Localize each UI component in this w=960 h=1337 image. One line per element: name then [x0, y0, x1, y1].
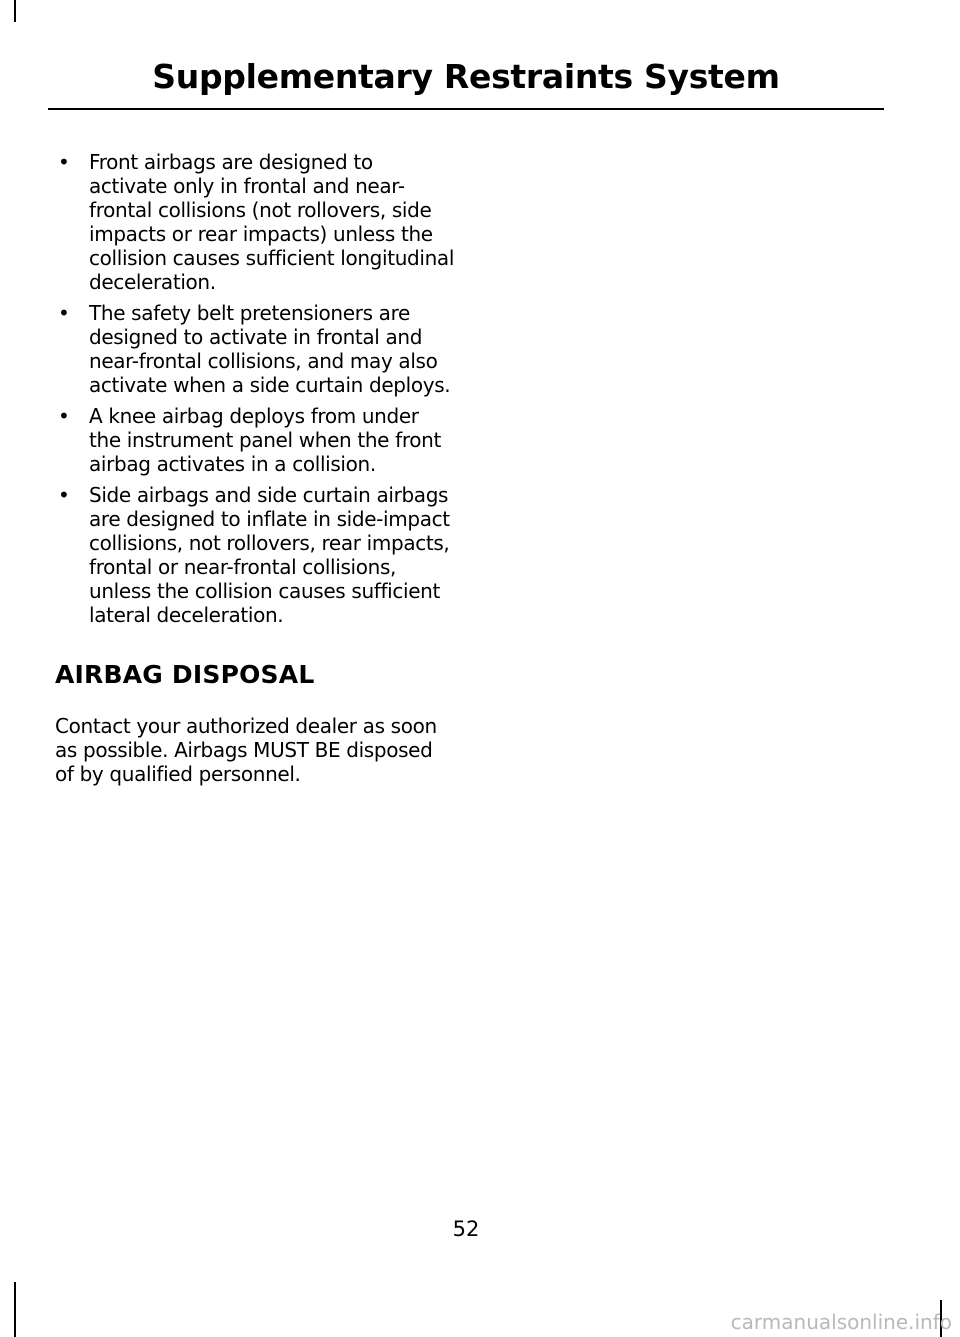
page-number: 52	[452, 1217, 480, 1241]
list-item-text: The safety belt pretensioners are designed to activate in frontal and near-frontal collisions, and may also activate when a side curtain deploys.	[89, 301, 451, 397]
list-item-text: A knee airbag deploys from under the instrument panel when the front airbag activates in a collision.	[89, 404, 441, 476]
list-item	[55, 301, 455, 397]
crop-mark-top-left	[14, 0, 16, 22]
list-item	[55, 483, 455, 627]
section-heading: AIRBAG DISPOSAL	[55, 660, 315, 689]
bullet-icon: •	[58, 301, 70, 325]
header-divider	[48, 108, 884, 110]
watermark: carmanualsonline.info	[730, 1310, 952, 1334]
main-content	[55, 150, 455, 786]
bullet-icon: •	[58, 483, 70, 507]
bullet-icon: •	[58, 150, 70, 174]
crop-mark-bottom-left	[14, 1282, 16, 1337]
bullet-list	[55, 150, 455, 627]
page-title-text: Supplementary Restraints System	[152, 57, 780, 96]
list-item	[55, 404, 455, 476]
list-item	[55, 150, 455, 294]
body-paragraph: Contact your authorized dealer as soon as possible. Airbags MUST BE disposed of by qualified personnel.	[55, 714, 437, 786]
page-title	[0, 56, 932, 98]
bullet-icon: •	[58, 404, 70, 428]
list-item-text: Side airbags and side curtain airbags are designed to inflate in side-impact collisions, not rollovers, rear impacts, frontal or near-frontal collisions, unless the collision causes sufficient lateral deceleration.	[89, 483, 450, 627]
list-item-text: Front airbags are designed to activate only in frontal and near-frontal collisions (not rollovers, side impacts or rear impacts) unless the collision causes sufficient longitudinal deceleration.	[89, 150, 455, 294]
